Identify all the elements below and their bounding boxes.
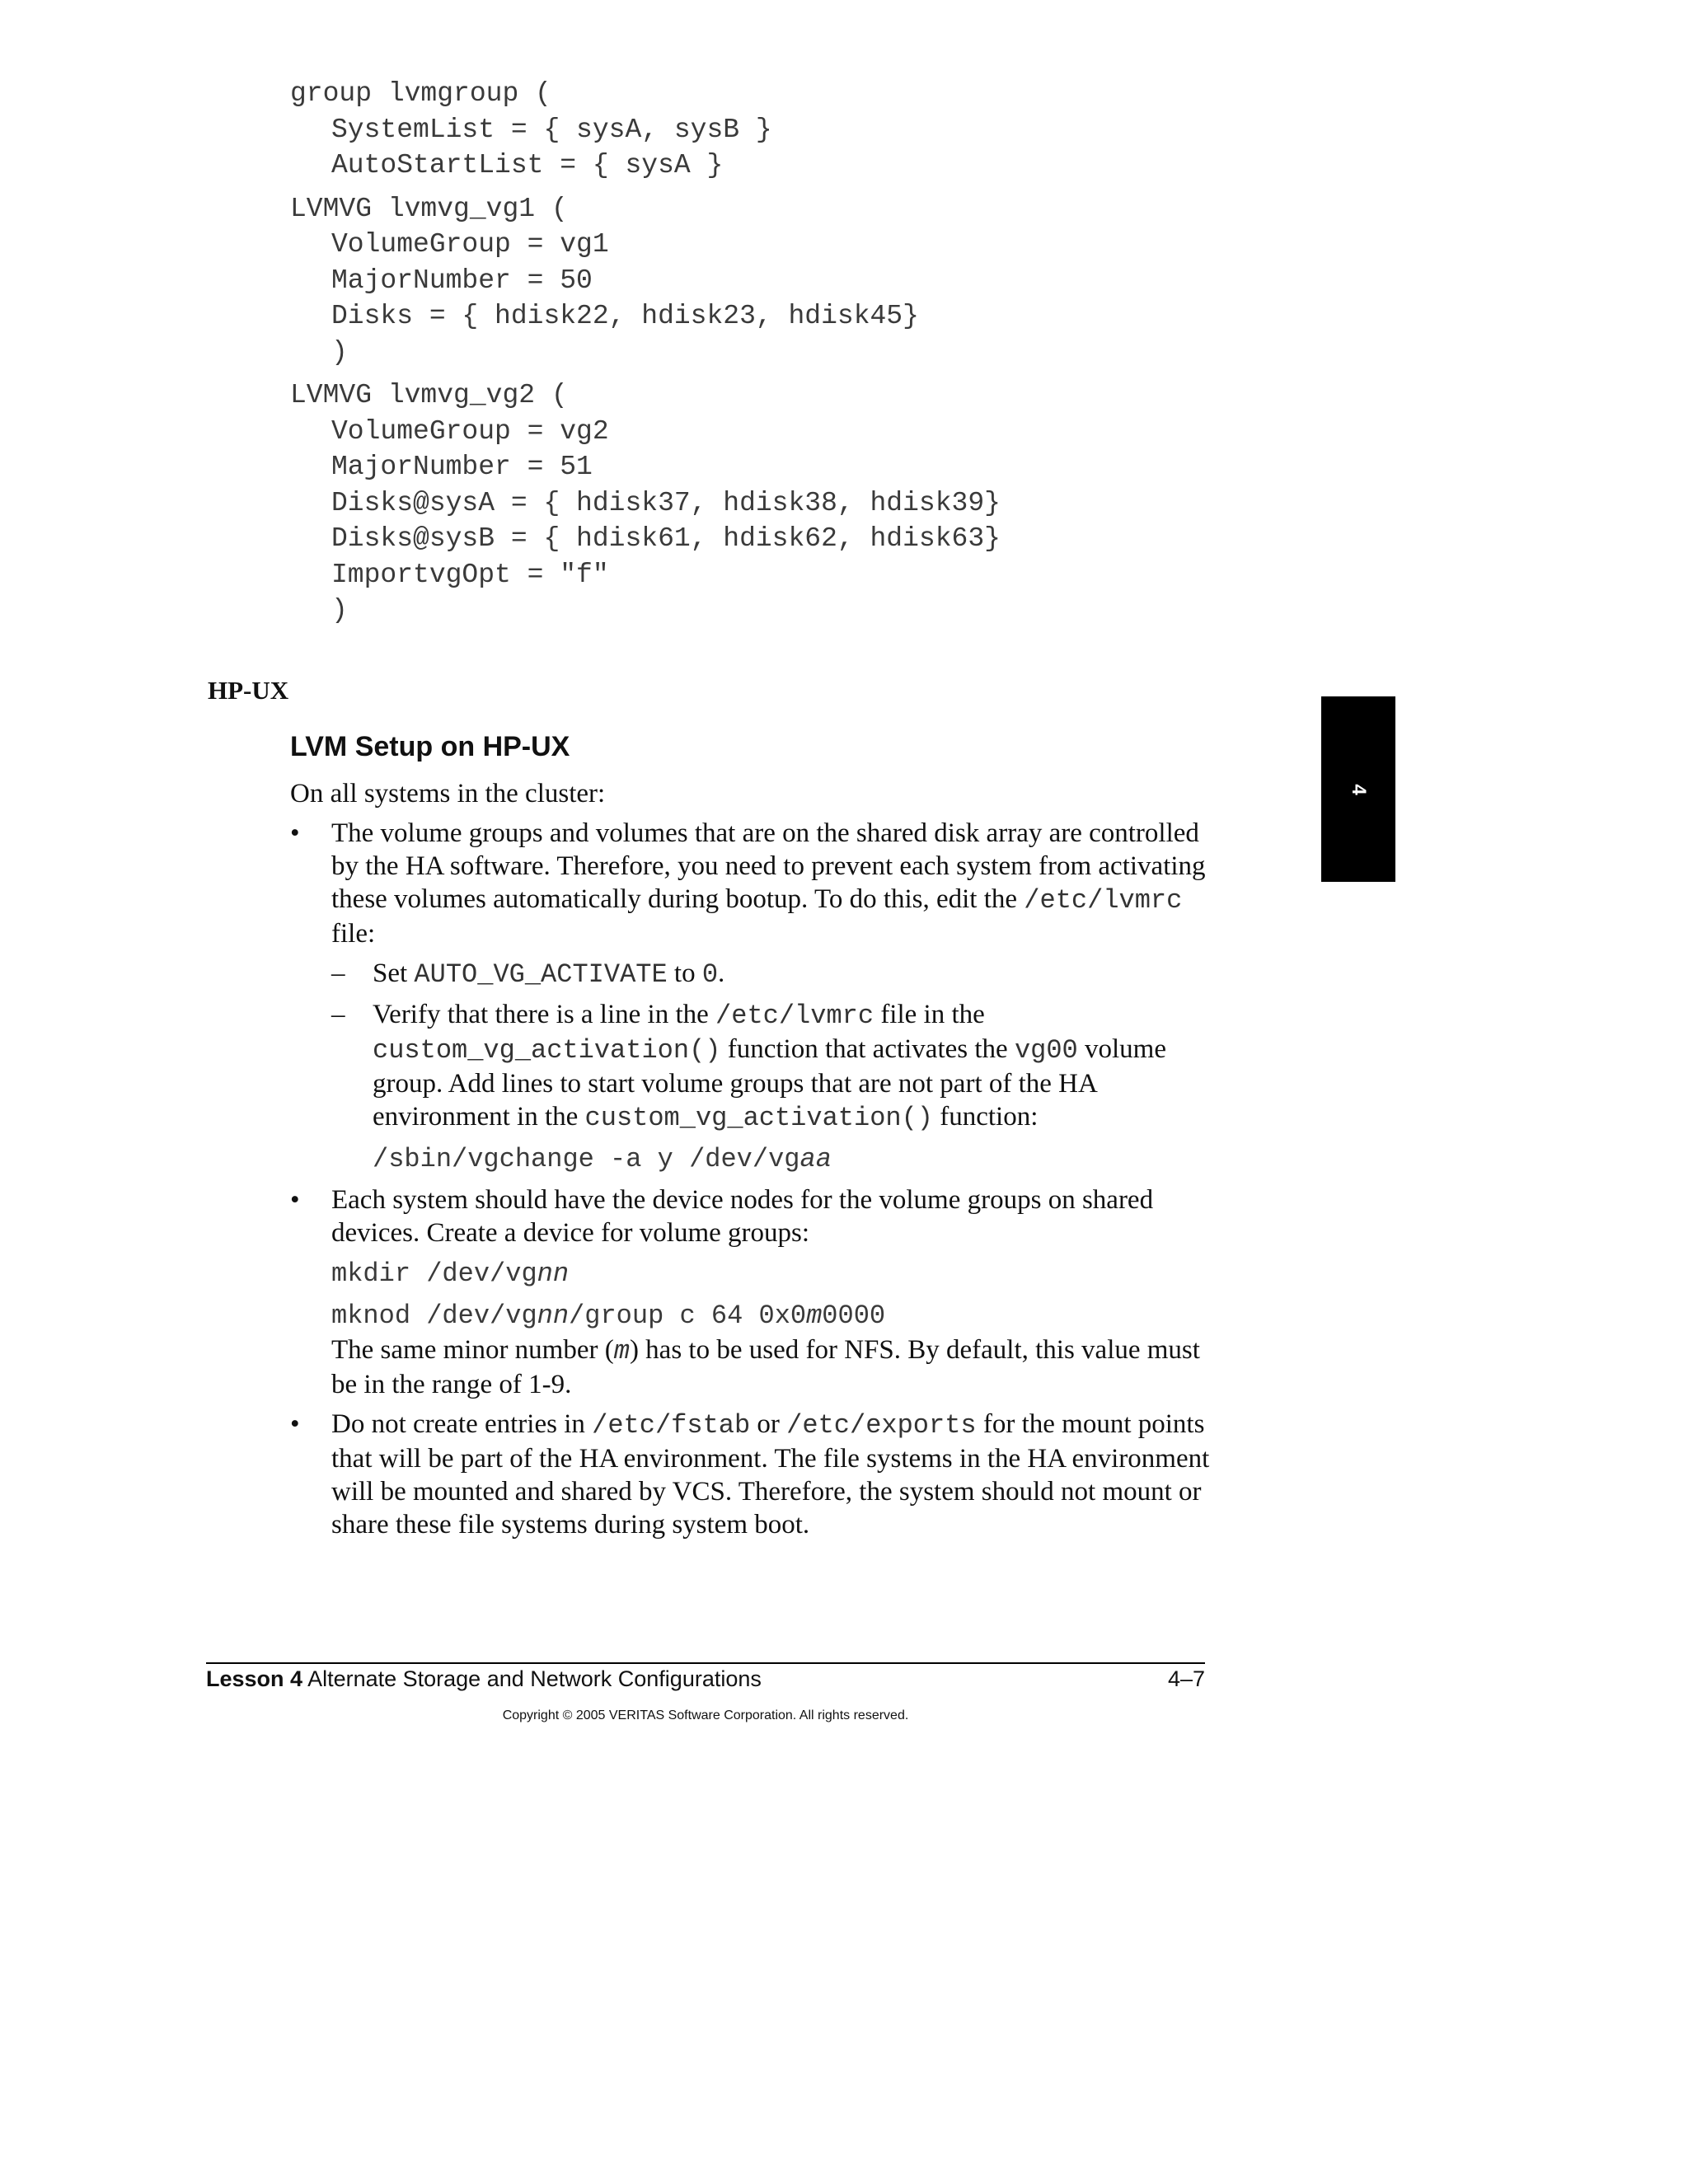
footer-rule bbox=[206, 1662, 1205, 1664]
dash-mark: – bbox=[331, 958, 345, 988]
code-line: Disks = { hdisk22, hdisk23, hdisk45} bbox=[331, 301, 919, 331]
section-label: HP-UX bbox=[208, 676, 289, 705]
code-line: MajorNumber = 50 bbox=[331, 265, 593, 296]
code-block bbox=[290, 76, 1001, 629]
bullet-item bbox=[290, 1408, 1213, 1541]
note-text: The same minor number (m) has to be used for NFS. By default, this value must be in the range of 1-9. bbox=[331, 1335, 1200, 1399]
section-heading: LVM Setup on HP-UX bbox=[290, 731, 570, 762]
sub-bullet-item bbox=[331, 957, 1213, 991]
code-line: ) bbox=[331, 336, 348, 368]
footer-lesson: Lesson 4 Alternate Storage and Network Configurations bbox=[206, 1666, 762, 1691]
copyright-notice: Copyright © 2005 VERITAS Software Corporation. All rights reserved. bbox=[502, 1708, 909, 1722]
sub-bullet-item bbox=[331, 998, 1213, 1177]
chapter-tab-label: 4 bbox=[1348, 783, 1370, 795]
page-number: 4–7 bbox=[1167, 1666, 1205, 1691]
code-line: LVMVG lvmvg_vg1 ( bbox=[290, 193, 568, 224]
path-text: /etc/lvmrc bbox=[1024, 885, 1183, 916]
code-line: VolumeGroup = vg1 bbox=[331, 229, 609, 260]
bullet-text: The volume groups and volumes that are on the shared disk array are controlled by the HA software. Therefore, you need to prevent each system from activating these volumes automatically during bootup. To do this, edit the /etc/lvmrc file: bbox=[331, 818, 1206, 949]
code-line: Disks@sysA = { hdisk37, hdisk38, hdisk39} bbox=[331, 487, 1001, 518]
code-line: MajorNumber = 51 bbox=[331, 452, 593, 482]
bullet-item bbox=[290, 1183, 1213, 1401]
bullet-item bbox=[290, 817, 1213, 1177]
code-line: AutoStartList = { sysA } bbox=[331, 150, 724, 180]
command-line: /sbin/vgchange -a y /dev/vgaa bbox=[373, 1144, 832, 1174]
code-line: group lvmgroup ( bbox=[290, 78, 551, 109]
code-line: LVMVG lvmvg_vg2 ( bbox=[290, 380, 568, 410]
bullet-mark: • bbox=[290, 1185, 300, 1215]
code-line: ) bbox=[331, 595, 348, 626]
bullet-text: Each system should have the device nodes for the volume groups on shared devices. Create a device for volume groups: bbox=[331, 1185, 1154, 1248]
dash-mark: – bbox=[331, 1000, 345, 1029]
chapter-tab bbox=[1321, 696, 1395, 882]
bullet-mark: • bbox=[290, 818, 300, 848]
sub-bullet-text: Set AUTO_VG_ACTIVATE to 0. bbox=[373, 958, 725, 990]
command-line: mknod /dev/vgnn/group c 64 0x0m0000 bbox=[331, 1301, 886, 1331]
bullet-mark: • bbox=[290, 1409, 300, 1439]
body-text bbox=[290, 777, 1213, 1548]
code-line: VolumeGroup = vg2 bbox=[331, 415, 609, 447]
code-line: SystemList = { sysA, sysB } bbox=[331, 114, 772, 145]
code-line: Disks@sysB = { hdisk61, hdisk62, hdisk63} bbox=[331, 523, 1001, 554]
intro-text: On all systems in the cluster: bbox=[290, 779, 606, 808]
command-line: mkdir /dev/vgnn bbox=[331, 1258, 570, 1289]
code-line: ImportvgOpt = "f" bbox=[331, 559, 609, 590]
bullet-text: Do not create entries in /etc/fstab or /etc/exports for the mount points that will be part of the HA environment. The file systems in the HA environment will be mounted and shared by VCS. Therefore, the system should not mount or share these file systems during system boot. bbox=[331, 1409, 1210, 1540]
sub-bullet-text: Verify that there is a line in the /etc/lvmrc file in the custom_vg_activation() function that activates the vg00 volume group. Add lines to start volume groups that are not part of the HA environment in the custom_vg_activation() function: bbox=[373, 1000, 1166, 1133]
